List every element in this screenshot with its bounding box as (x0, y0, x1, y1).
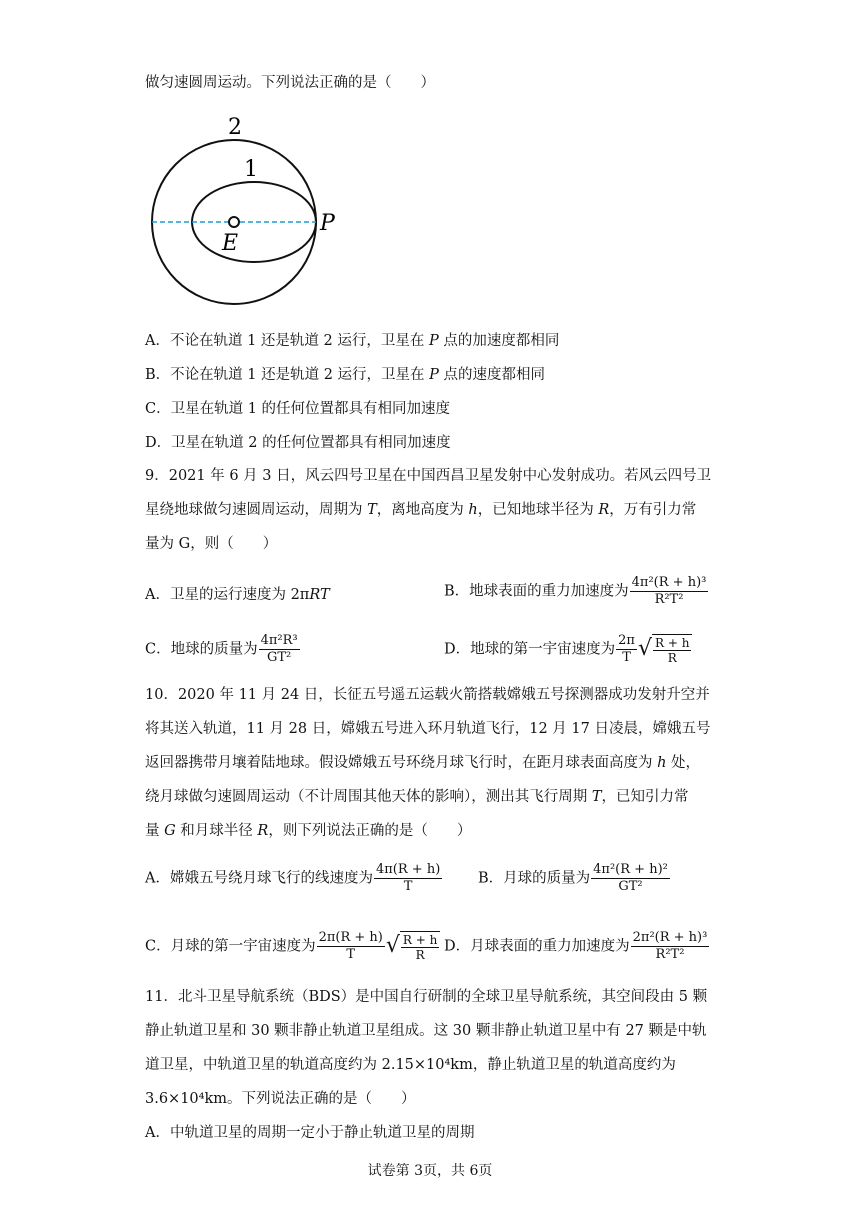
q10-c-fraction: $\frac{2\pi(R + h)}{T}$ (318, 930, 383, 962)
q10-line-3: 返回器携带月壤着陆地球。假设嫦娥五号环绕月球飞行时，在距月球表面高度为 h 处， (145, 755, 701, 771)
orbit-diagram (140, 110, 350, 315)
q10-line-4: 绕月球做匀速圆周运动（不计周围其他天体的影响），测出其飞行周期 T，已知引力常 (145, 789, 689, 805)
q10-option-d: D．月球表面的重力加速度为 $\frac{\text{2π²(R + h)³}}{\text{R²T²}}$ (444, 930, 708, 962)
q10-d-fraction: $\frac{\text{2π²(R + h)³}}{\text{R²T²}}$ (632, 930, 708, 962)
q8-stem-tail: 做匀速圆周运动。下列说法正确的是（ ） (145, 75, 435, 91)
q9-c-fraction: $\frac{\text{4π²R³}}{\text{GT²}}$ (260, 633, 298, 665)
q8-option-d: D．卫星在轨道 2 的任何位置都具有相同加速度 (145, 435, 451, 451)
page-footer: 试卷第 3页，共 6页 (367, 1163, 493, 1179)
q9-line-2: 星绕地球做匀速圆周运动，周期为 T，离地高度为 h，已知地球半径为 R，万有引力常 (145, 502, 697, 518)
q9-d-radical: √ $\frac{R + h}{R}$ (638, 634, 692, 665)
label-E: E (222, 231, 239, 256)
q10-option-b: B．月球的质量为 $\frac{\text{4π²(R + h)²}}{\text{GT²}}$ (478, 862, 668, 894)
q9-d-coef-fraction: $\frac{2\pi}{T}$ (618, 633, 635, 665)
q11-line-2: 静止轨道卫星和 30 颗非静止轨道卫星组成。这 30 颗非静止轨道卫星中有 27 颗是中轨 (145, 1023, 707, 1039)
q11-line-1: 11．北斗卫星导航系统（BDS）是中国自行研制的全球卫星导航系统，其空间段由 5 颗 (145, 989, 708, 1005)
q9-line-3: 量为 G，则（ ） (145, 536, 278, 552)
q9-b-fraction: $\frac{\text{4π²(R + h)³}}{\text{R²T²}}$ (631, 575, 707, 607)
label-orbit-1: 1 (244, 157, 258, 182)
q9-option-d: D．地球的第一宇宙速度为 $\frac{2\pi}{T}$ √ $\frac{R + h}{R}$ (444, 633, 692, 666)
q10-b-fraction: $\frac{\text{4π²(R + h)²}}{\text{GT²}}$ (593, 862, 668, 894)
q8-option-b: B．不论在轨道 1 还是轨道 2 运行，卫星在 P 点的速度都相同 (145, 367, 546, 383)
q10-a-fraction: $\frac{4\pi(R + h)}{T}$ (375, 862, 441, 894)
label-P: P (320, 211, 335, 236)
q10-line-1: 10．2020 年 11 月 24 日，长征五号遥五运载火箭搭载嫦娥五号探测器成功发射升空并 (145, 687, 710, 703)
label-orbit-2: 2 (228, 115, 242, 140)
q9-line-1: 9．2021 年 6 月 3 日，风云四号卫星在中国西昌卫星发射中心发射成功。若风云四号卫 (145, 468, 712, 484)
q10-c-radical: √ $\frac{R + h}{R}$ (386, 931, 440, 962)
q11-line-4: 3.6×10⁴km。下列说法正确的是（ ） (145, 1091, 416, 1107)
q10-option-a: A．嫦娥五号绕月球飞行的线速度为 $\frac{4\pi(R + h)}{T}$ (145, 862, 441, 894)
q8-option-c: C．卫星在轨道 1 的任何位置都具有相同加速度 (145, 401, 451, 417)
earth-marker (229, 217, 239, 227)
q10-line-5: 量 G 和月球半径 R，则下列说法正确的是（ ） (145, 823, 472, 839)
q10-option-c: C．月球的第一宇宙速度为 $\frac{2\pi(R + h)}{T}$ √ $\frac{R + h}{R}$ (145, 930, 440, 963)
q10-line-2: 将其送入轨道，11 月 28 日，嫦娥五号进入环月轨道飞行，12 月 17 日凌晨，嫦娥五号 (145, 721, 711, 737)
q9-option-a: A．卫星的运行速度为 2πRT (145, 587, 330, 603)
q9-option-c: C．地球的质量为 $\frac{\text{4π²R³}}{\text{GT²}}$ (145, 633, 298, 665)
q9-option-b: B．地球表面的重力加速度为 $\frac{\text{4π²(R + h)³}}{\text{R²T²}}$ (444, 575, 707, 607)
q11-line-3: 道卫星，中轨道卫星的轨道高度约为 2.15×10⁴km，静止轨道卫星的轨道高度约为 (145, 1057, 676, 1073)
q11-option-a: A．中轨道卫星的周期一定小于静止轨道卫星的周期 (145, 1125, 475, 1141)
q8-option-a: A．不论在轨道 1 还是轨道 2 运行，卫星在 P 点的加速度都相同 (145, 333, 560, 349)
